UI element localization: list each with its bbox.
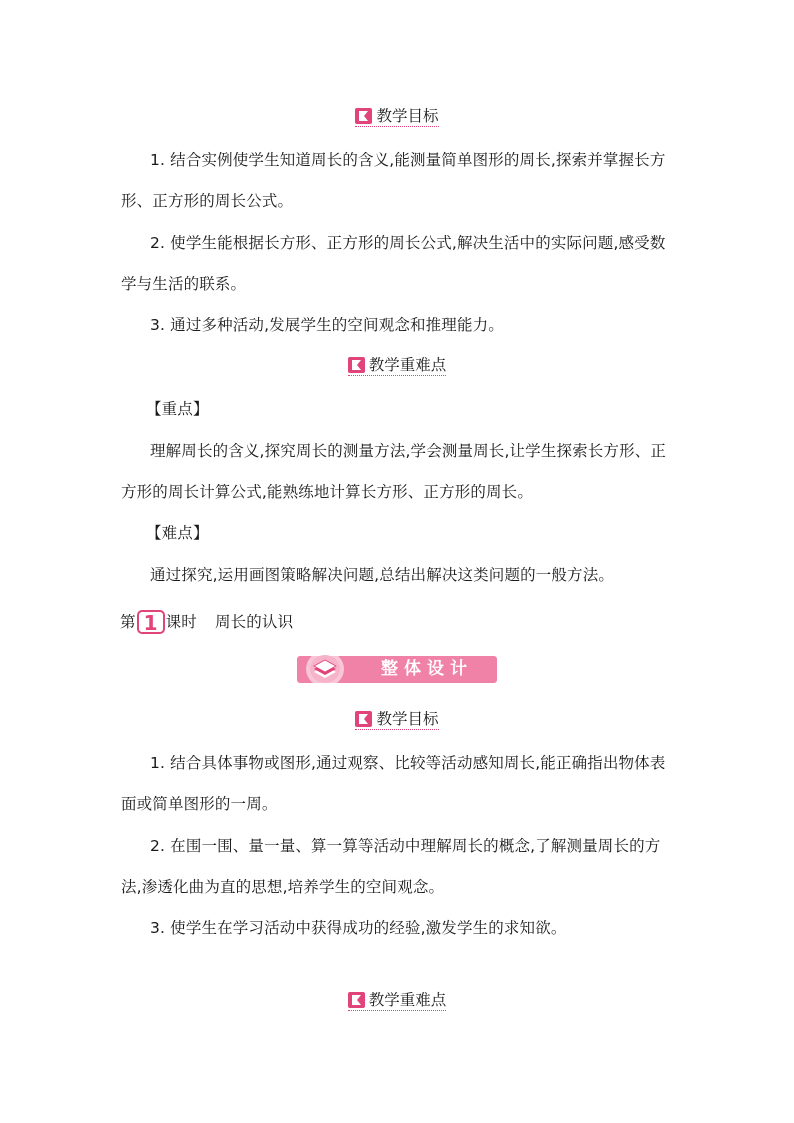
goal2-item-3-line1: 3. 使学生在学习活动中获得成功的经验,激发学生的求知欲。 bbox=[150, 919, 567, 937]
goal-item-2-line1: 2. 使学生能根据长方形、正方形的周长公式,解决生活中的实际问题,感受数 bbox=[150, 234, 666, 252]
key-points-line1: 理解周长的含义,探究周长的测量方法,学会测量周长,让学生探索长方形、正 bbox=[150, 442, 667, 460]
books-badge-icon bbox=[305, 650, 345, 688]
goal2-item-1-line1: 1. 结合具体事物或图形,通过观察、比较等活动感知周长,能正确指出物体表 bbox=[150, 754, 666, 772]
bookmark-flag-icon bbox=[355, 711, 372, 727]
goal2-item-2-line1: 2. 在围一围、量一量、算一算等活动中理解周长的概念,了解测量周长的方 bbox=[150, 837, 661, 855]
lesson-prefix: 第 bbox=[120, 613, 136, 631]
section-heading-goals bbox=[0, 107, 794, 128]
difficulty-line: 通过探究,运用画图策略解决问题,总结出解决这类问题的一般方法。 bbox=[150, 566, 615, 584]
lesson-title bbox=[120, 610, 676, 634]
goal-item-2-line2: 学与生活的联系。 bbox=[121, 275, 247, 293]
goal-item-3-line1: 3. 通过多种活动,发展学生的空间观念和推理能力。 bbox=[150, 316, 504, 334]
lesson-name: 周长的认识 bbox=[214, 613, 294, 631]
section-heading-key-difficult bbox=[0, 356, 794, 377]
heading-text: 教学目标 bbox=[376, 107, 439, 125]
bookmark-flag-icon bbox=[348, 992, 365, 1008]
bookmark-flag-icon bbox=[355, 108, 372, 124]
heading-text: 教学重难点 bbox=[368, 356, 447, 374]
section-heading-key-difficult-2 bbox=[0, 991, 794, 1012]
lesson-number-badge: 1 bbox=[137, 610, 165, 634]
key-points-line2: 方形的周长计算公式,能熟练地计算长方形、正方形的周长。 bbox=[121, 483, 533, 501]
goal-item-1-line1: 1. 结合实例使学生知道周长的含义,能测量简单图形的周长,探索并掌握长方 bbox=[150, 151, 666, 169]
goal2-item-1-line2: 面或简单图形的一周。 bbox=[121, 795, 278, 813]
goal-item-1-line2: 形、正方形的周长公式。 bbox=[121, 192, 294, 210]
key-points-label: 【重点】 bbox=[146, 400, 209, 418]
overall-design-banner bbox=[297, 656, 497, 683]
goal2-item-2-line2: 法,渗透化曲为直的思想,培养学生的空间观念。 bbox=[121, 878, 445, 896]
banner-label: 整体设计 bbox=[381, 659, 473, 679]
section-heading-goals-2 bbox=[0, 710, 794, 731]
bookmark-flag-icon bbox=[348, 357, 365, 373]
lesson-suffix: 课时 bbox=[165, 613, 197, 631]
difficulty-label: 【难点】 bbox=[146, 524, 209, 542]
heading-text: 教学目标 bbox=[376, 710, 439, 728]
heading-text: 教学重难点 bbox=[368, 991, 447, 1009]
